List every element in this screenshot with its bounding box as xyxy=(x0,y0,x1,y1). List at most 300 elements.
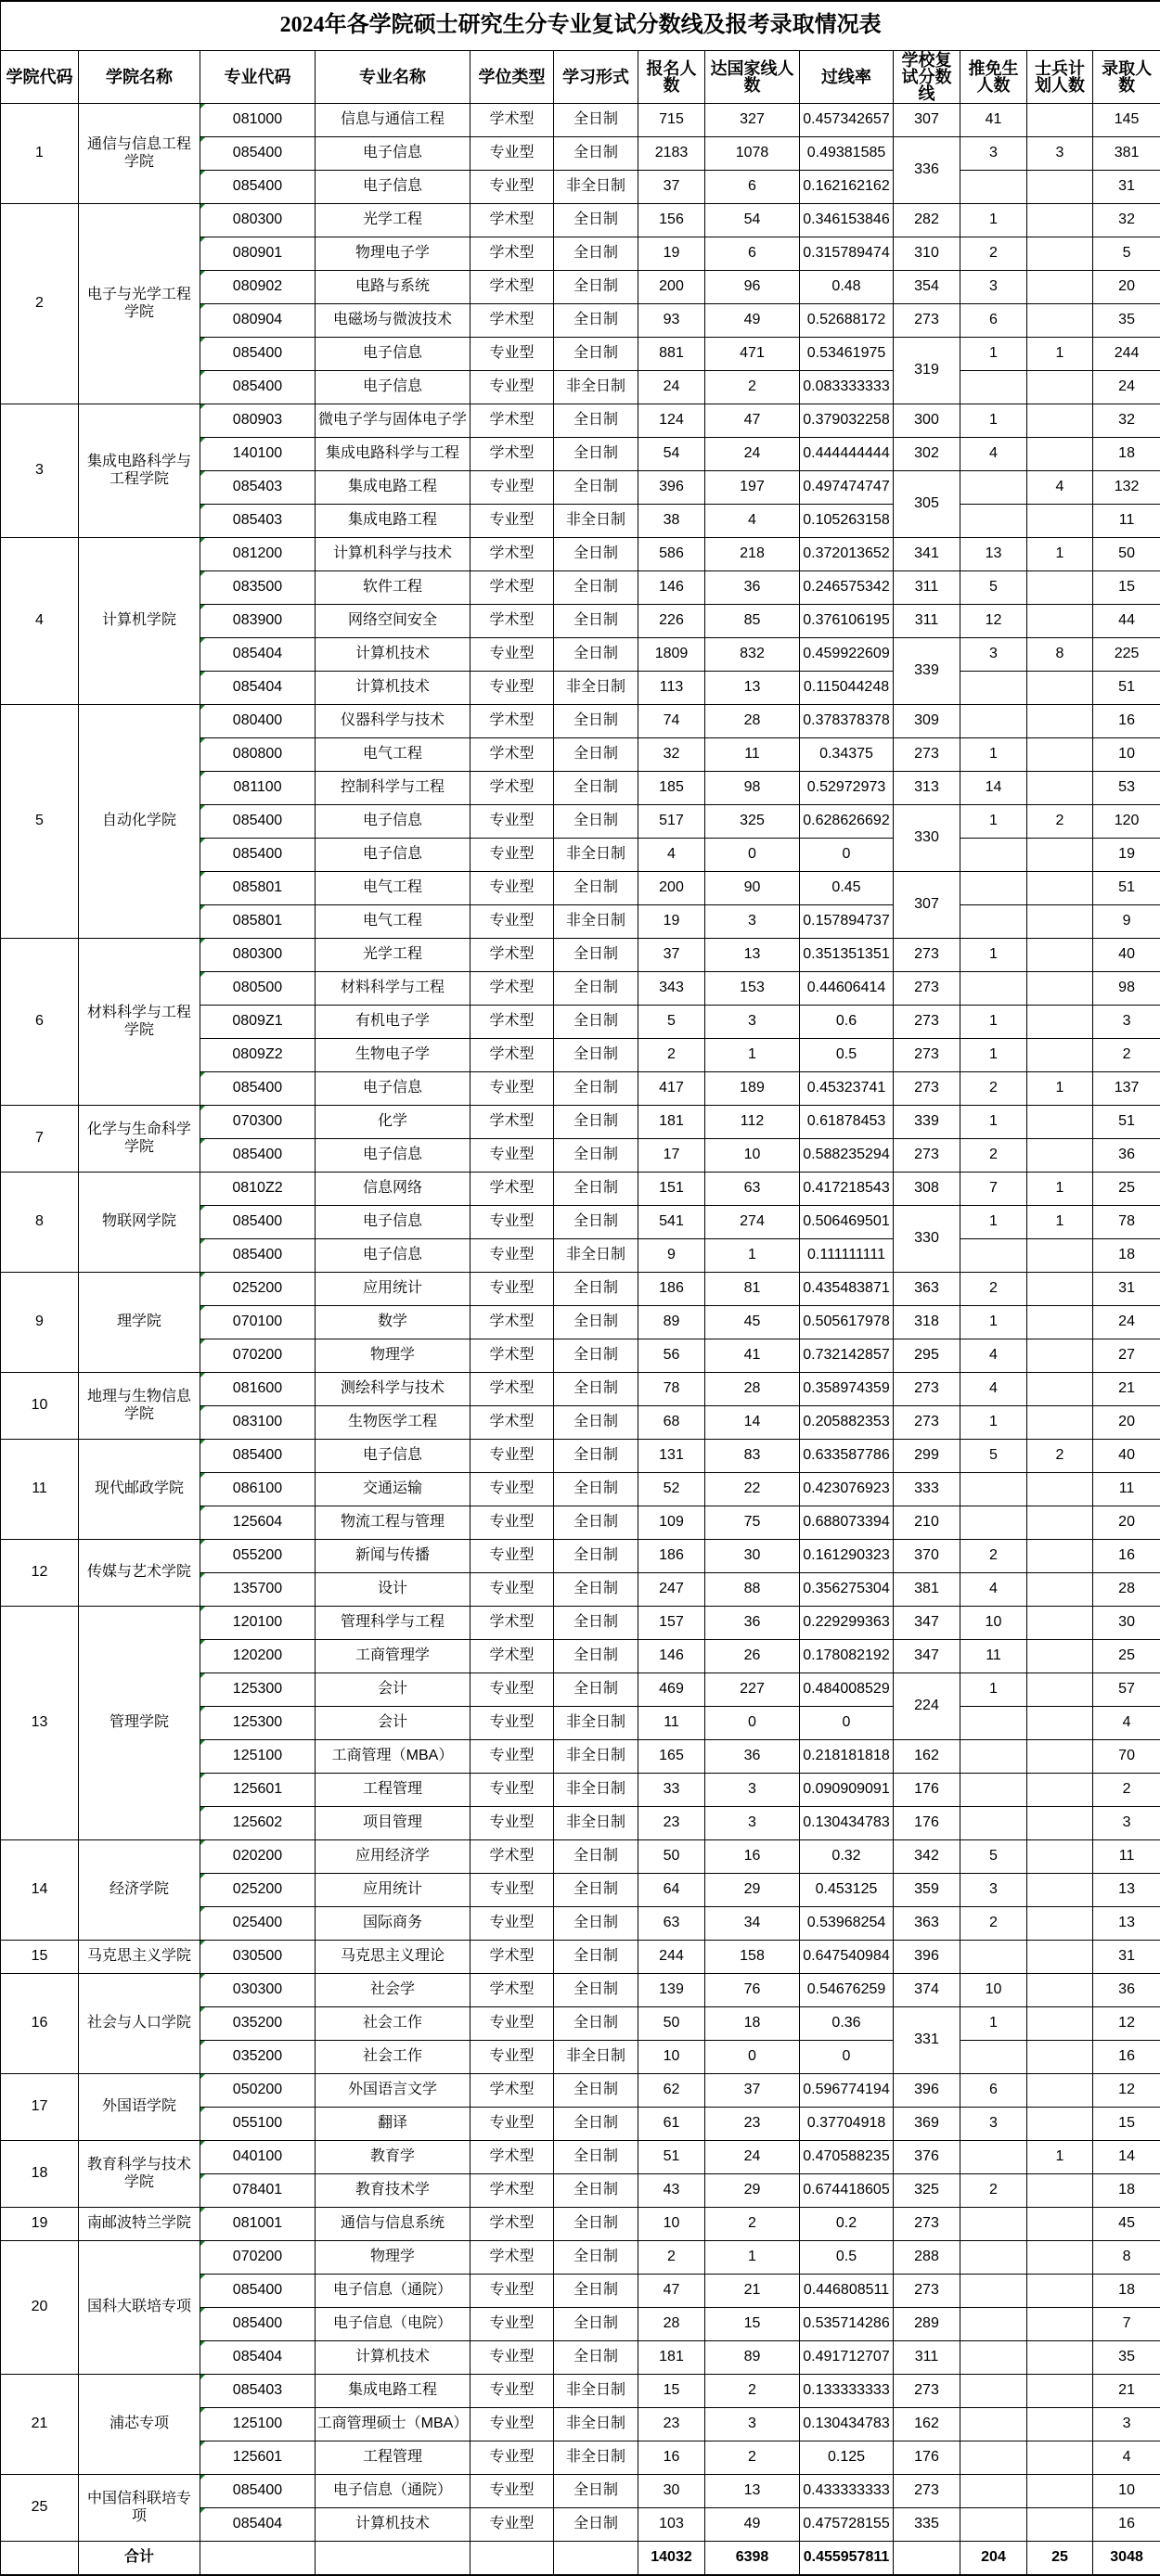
passed-national-line: 227 xyxy=(705,1673,800,1707)
exempt-count: 1 xyxy=(960,1406,1027,1440)
study-mode: 非全日制 xyxy=(554,1807,638,1840)
soldier-plan xyxy=(1027,772,1093,805)
study-mode: 全日制 xyxy=(554,2341,638,2375)
admitted: 10 xyxy=(1093,738,1160,772)
college-code: 7 xyxy=(1,1106,79,1173)
admitted: 31 xyxy=(1093,171,1160,204)
soldier-plan xyxy=(1027,404,1093,438)
soldier-plan xyxy=(1027,1406,1093,1440)
school-cutoff: 347 xyxy=(894,1640,960,1673)
passed-national-line: 15 xyxy=(705,2308,800,2341)
study-mode: 全日制 xyxy=(554,1673,638,1707)
admitted: 16 xyxy=(1093,2508,1160,2542)
admitted: 5 xyxy=(1093,237,1160,271)
passed-national-line: 49 xyxy=(705,2508,800,2542)
admitted: 32 xyxy=(1093,404,1160,438)
header-major-code: 专业代码 xyxy=(200,51,316,104)
major-name: 电子信息 xyxy=(316,1206,470,1239)
exempt-count: 3 xyxy=(960,137,1027,171)
study-mode: 全日制 xyxy=(554,2141,638,2174)
pass-rate: 0.2 xyxy=(800,2208,894,2241)
passed-national-line: 3 xyxy=(705,2408,800,2441)
study-mode: 全日制 xyxy=(554,2475,638,2508)
major-name: 项目管理 xyxy=(316,1807,470,1840)
study-mode: 全日制 xyxy=(554,2208,638,2241)
study-mode: 全日制 xyxy=(554,1941,638,1974)
major-code: 085404 xyxy=(200,2341,316,2375)
passed-national-line: 3 xyxy=(705,1807,800,1840)
exempt-count: 4 xyxy=(960,1339,1027,1373)
major-code: 125100 xyxy=(200,1740,316,1774)
admitted: 13 xyxy=(1093,1874,1160,1907)
soldier-plan xyxy=(1027,2241,1093,2275)
college-name: 地理与生物信息学院 xyxy=(79,1373,200,1440)
applicants: 103 xyxy=(638,2508,705,2542)
major-code: 0809Z2 xyxy=(200,1039,316,1072)
major-name: 控制科学与工程 xyxy=(316,772,470,805)
exempt-count xyxy=(960,2275,1027,2308)
college-name: 中国信科联培专项 xyxy=(79,2475,200,2542)
admitted: 51 xyxy=(1093,872,1160,905)
pass-rate: 0.505617978 xyxy=(800,1306,894,1339)
degree-type: 专业型 xyxy=(470,1072,554,1106)
study-mode: 全日制 xyxy=(554,1206,638,1239)
major-code: 078401 xyxy=(200,2174,316,2208)
applicants: 54 xyxy=(638,438,705,471)
passed-national-line: 189 xyxy=(705,1072,800,1106)
passed-national-line: 49 xyxy=(705,304,800,338)
table-title: 2024年各学院硕士研究生分专业复试分数线及报考录取情况表 xyxy=(1,1,1160,51)
study-mode: 全日制 xyxy=(554,438,638,471)
major-name: 国际商务 xyxy=(316,1907,470,1941)
admitted: 57 xyxy=(1093,1673,1160,1707)
passed-national-line: 24 xyxy=(705,438,800,471)
study-mode: 全日制 xyxy=(554,1473,638,1506)
college-name: 社会与人口学院 xyxy=(79,1974,200,2074)
degree-type: 专业型 xyxy=(470,1573,554,1607)
passed-national-line: 0 xyxy=(705,2041,800,2074)
major-code: 080800 xyxy=(200,738,316,772)
study-mode: 全日制 xyxy=(554,605,638,638)
pass-rate: 0.083333333 xyxy=(800,371,894,404)
college-name: 浦芯专项 xyxy=(79,2375,200,2475)
exempt-count: 3 xyxy=(960,2108,1027,2141)
applicants: 37 xyxy=(638,171,705,204)
major-code: 070200 xyxy=(200,1339,316,1373)
soldier-plan xyxy=(1027,1106,1093,1139)
college-code: 3 xyxy=(1,404,79,538)
major-code: 085400 xyxy=(200,171,316,204)
applicants: 5 xyxy=(638,1006,705,1039)
applicants: 715 xyxy=(638,104,705,137)
study-mode: 全日制 xyxy=(554,638,638,672)
pass-rate: 0 xyxy=(800,1707,894,1740)
admitted: 225 xyxy=(1093,638,1160,672)
header-row xyxy=(1,51,1160,104)
major-name: 电子信息（通院） xyxy=(316,2275,470,2308)
exempt-count xyxy=(960,1740,1027,1774)
major-code: 081600 xyxy=(200,1373,316,1406)
study-mode: 非全日制 xyxy=(554,2441,638,2475)
admitted: 31 xyxy=(1093,1941,1160,1974)
pass-rate: 0.6 xyxy=(800,1006,894,1039)
degree-type: 专业型 xyxy=(470,1740,554,1774)
study-mode: 全日制 xyxy=(554,104,638,137)
study-mode: 全日制 xyxy=(554,137,638,171)
passed-national-line: 327 xyxy=(705,104,800,137)
exempt-count xyxy=(960,872,1027,905)
major-name: 集成电路工程 xyxy=(316,2375,470,2408)
degree-type: 专业型 xyxy=(470,338,554,371)
exempt-count: 1 xyxy=(960,1106,1027,1139)
college-name: 材料科学与工程学院 xyxy=(79,939,200,1106)
exempt-count xyxy=(960,2408,1027,2441)
major-name: 电子信息 xyxy=(316,1139,470,1173)
passed-national-line: 22 xyxy=(705,1473,800,1506)
passed-national-line: 112 xyxy=(705,1106,800,1139)
major-name: 物理电子学 xyxy=(316,237,470,271)
exempt-count: 1 xyxy=(960,338,1027,371)
study-mode: 全日制 xyxy=(554,1173,638,1206)
college-name: 集成电路科学与工程学院 xyxy=(79,404,200,538)
passed-national-line: 23 xyxy=(705,2108,800,2141)
applicants: 156 xyxy=(638,204,705,237)
soldier-plan: 3 xyxy=(1027,137,1093,171)
table-row xyxy=(1,2208,1160,2241)
header-admitted: 录取人数 xyxy=(1093,51,1160,104)
major-code: 081200 xyxy=(200,538,316,571)
major-name: 电路与系统 xyxy=(316,271,470,304)
pass-rate: 0.506469501 xyxy=(800,1206,894,1239)
study-mode: 非全日制 xyxy=(554,905,638,939)
college-name: 马克思主义学院 xyxy=(79,1941,200,1974)
applicants: 165 xyxy=(638,1740,705,1774)
soldier-plan xyxy=(1027,1640,1093,1673)
school-cutoff: 289 xyxy=(894,2308,960,2341)
study-mode: 全日制 xyxy=(554,2108,638,2141)
exempt-count xyxy=(960,2441,1027,2475)
major-name: 计算机技术 xyxy=(316,2508,470,2542)
passed-national-line: 13 xyxy=(705,939,800,972)
soldier-plan: 1 xyxy=(1027,1072,1093,1106)
exempt-count xyxy=(960,1506,1027,1540)
major-name: 设计 xyxy=(316,1573,470,1607)
school-cutoff: 359 xyxy=(894,1874,960,1907)
pass-rate: 0.457342657 xyxy=(800,104,894,137)
major-code: 083500 xyxy=(200,571,316,605)
exempt-count: 1 xyxy=(960,1039,1027,1072)
soldier-plan xyxy=(1027,1373,1093,1406)
major-name: 软件工程 xyxy=(316,571,470,605)
soldier-plan: 8 xyxy=(1027,638,1093,672)
pass-rate: 0.491712707 xyxy=(800,2341,894,2375)
soldier-plan xyxy=(1027,2508,1093,2542)
admitted: 44 xyxy=(1093,605,1160,638)
passed-national-line: 36 xyxy=(705,1740,800,1774)
major-code: 085400 xyxy=(200,805,316,839)
school-cutoff: 273 xyxy=(894,304,960,338)
admitted: 98 xyxy=(1093,972,1160,1006)
applicants: 186 xyxy=(638,1273,705,1306)
major-name: 社会学 xyxy=(316,1974,470,2007)
school-cutoff: 176 xyxy=(894,2441,960,2475)
degree-type: 专业型 xyxy=(470,137,554,171)
passed-national-line: 26 xyxy=(705,1640,800,1673)
applicants: 74 xyxy=(638,705,705,738)
major-code: 085400 xyxy=(200,137,316,171)
college-name: 计算机学院 xyxy=(79,538,200,705)
admitted: 25 xyxy=(1093,1173,1160,1206)
college-code: 25 xyxy=(1,2475,79,2542)
study-mode: 非全日制 xyxy=(554,1239,638,1273)
applicants: 186 xyxy=(638,1540,705,1573)
soldier-plan xyxy=(1027,304,1093,338)
admitted: 244 xyxy=(1093,338,1160,371)
total-blank-degree-type xyxy=(470,2542,554,2575)
admitted: 13 xyxy=(1093,1907,1160,1941)
college-code: 17 xyxy=(1,2074,79,2141)
soldier-plan: 1 xyxy=(1027,338,1093,371)
passed-national-line: 10 xyxy=(705,1139,800,1173)
applicants: 10 xyxy=(638,2041,705,2074)
degree-type: 专业型 xyxy=(470,1540,554,1573)
school-cutoff: 339 xyxy=(894,1106,960,1139)
table-row xyxy=(1,1941,1160,1974)
pass-rate: 0.497474747 xyxy=(800,471,894,505)
major-name: 集成电路科学与工程 xyxy=(316,438,470,471)
college-code: 6 xyxy=(1,939,79,1106)
study-mode: 全日制 xyxy=(554,1006,638,1039)
school-cutoff: 396 xyxy=(894,1941,960,1974)
applicants: 124 xyxy=(638,404,705,438)
pass-rate: 0.435483871 xyxy=(800,1273,894,1306)
study-mode: 非全日制 xyxy=(554,371,638,404)
school-cutoff: 336 xyxy=(894,137,960,204)
passed-national-line: 16 xyxy=(705,1840,800,1874)
college-code: 18 xyxy=(1,2141,79,2208)
pass-rate: 0.229299363 xyxy=(800,1607,894,1640)
applicants: 200 xyxy=(638,271,705,304)
study-mode: 全日制 xyxy=(554,1273,638,1306)
admitted: 11 xyxy=(1093,505,1160,538)
major-code: 125604 xyxy=(200,1506,316,1540)
passed-national-line: 471 xyxy=(705,338,800,371)
school-cutoff: 162 xyxy=(894,2408,960,2441)
school-cutoff: 273 xyxy=(894,1072,960,1106)
college-code: 19 xyxy=(1,2208,79,2241)
soldier-plan: 2 xyxy=(1027,1440,1093,1473)
study-mode: 全日制 xyxy=(554,1440,638,1473)
major-name: 电气工程 xyxy=(316,905,470,939)
major-name: 化学 xyxy=(316,1106,470,1139)
study-mode: 非全日制 xyxy=(554,1707,638,1740)
total-blank-cutoff xyxy=(894,2542,960,2575)
school-cutoff: 341 xyxy=(894,538,960,571)
header-study-mode: 学习形式 xyxy=(554,51,638,104)
study-mode: 全日制 xyxy=(554,2275,638,2308)
admitted: 24 xyxy=(1093,371,1160,404)
passed-national-line: 3 xyxy=(705,1774,800,1807)
pass-rate: 0.111111111 xyxy=(800,1239,894,1273)
degree-type: 专业型 xyxy=(470,805,554,839)
pass-rate: 0.346153846 xyxy=(800,204,894,237)
major-name: 电磁场与微波技术 xyxy=(316,304,470,338)
exempt-count: 6 xyxy=(960,2074,1027,2108)
major-code: 025200 xyxy=(200,1273,316,1306)
degree-type: 专业型 xyxy=(470,1907,554,1941)
study-mode: 全日制 xyxy=(554,972,638,1006)
degree-type: 学术型 xyxy=(470,1607,554,1640)
study-mode: 全日制 xyxy=(554,1139,638,1173)
college-code: 15 xyxy=(1,1941,79,1974)
pass-rate: 0.376106195 xyxy=(800,605,894,638)
table-row xyxy=(1,705,1160,738)
pass-rate: 0.178082192 xyxy=(800,1640,894,1673)
applicants: 47 xyxy=(638,2275,705,2308)
soldier-plan xyxy=(1027,1974,1093,2007)
applicants: 62 xyxy=(638,2074,705,2108)
passed-national-line: 28 xyxy=(705,705,800,738)
pass-rate: 0.5 xyxy=(800,1039,894,1072)
major-code: 125100 xyxy=(200,2408,316,2441)
major-name: 集成电路工程 xyxy=(316,471,470,505)
school-cutoff: 335 xyxy=(894,2508,960,2542)
exempt-count xyxy=(960,1239,1027,1273)
header-major-name: 专业名称 xyxy=(316,51,470,104)
pass-rate: 0.53968254 xyxy=(800,1907,894,1941)
exempt-count: 1 xyxy=(960,1206,1027,1239)
exempt-count xyxy=(960,2041,1027,2074)
major-name: 会计 xyxy=(316,1673,470,1707)
college-name: 传媒与艺术学院 xyxy=(79,1540,200,1607)
header-applicants: 报名人数 xyxy=(638,51,705,104)
admitted: 16 xyxy=(1093,1540,1160,1573)
degree-type: 学术型 xyxy=(470,1640,554,1673)
study-mode: 非全日制 xyxy=(554,1774,638,1807)
degree-type: 专业型 xyxy=(470,1273,554,1306)
applicants: 33 xyxy=(638,1774,705,1807)
degree-type: 专业型 xyxy=(470,2375,554,2408)
exempt-count: 2 xyxy=(960,1273,1027,1306)
admitted: 20 xyxy=(1093,271,1160,304)
exempt-count xyxy=(960,972,1027,1006)
soldier-plan xyxy=(1027,1874,1093,1907)
study-mode: 全日制 xyxy=(554,1573,638,1607)
soldier-plan xyxy=(1027,2475,1093,2508)
applicants: 181 xyxy=(638,1106,705,1139)
college-code: 1 xyxy=(1,104,79,204)
college-name: 南邮波特兰学院 xyxy=(79,2208,200,2241)
pass-rate: 0.444444444 xyxy=(800,438,894,471)
school-cutoff: 273 xyxy=(894,2275,960,2308)
passed-national-line: 274 xyxy=(705,1206,800,1239)
college-name: 自动化学院 xyxy=(79,705,200,939)
exempt-count: 1 xyxy=(960,204,1027,237)
admitted: 21 xyxy=(1093,2375,1160,2408)
college-code: 16 xyxy=(1,1974,79,2074)
study-mode: 全日制 xyxy=(554,304,638,338)
passed-national-line: 13 xyxy=(705,672,800,705)
degree-type: 学术型 xyxy=(470,104,554,137)
degree-type: 专业型 xyxy=(470,2041,554,2074)
study-mode: 全日制 xyxy=(554,2508,638,2542)
college-name: 管理学院 xyxy=(79,1607,200,1840)
passed-national-line: 14 xyxy=(705,1406,800,1440)
passed-national-line: 1 xyxy=(705,1239,800,1273)
admitted: 4 xyxy=(1093,1707,1160,1740)
admitted: 78 xyxy=(1093,1206,1160,1239)
soldier-plan xyxy=(1027,438,1093,471)
applicants: 244 xyxy=(638,1941,705,1974)
degree-type: 学术型 xyxy=(470,1106,554,1139)
passed-national-line: 153 xyxy=(705,972,800,1006)
soldier-plan xyxy=(1027,237,1093,271)
exempt-count xyxy=(960,2508,1027,2542)
major-code: 085400 xyxy=(200,1206,316,1239)
study-mode: 全日制 xyxy=(554,237,638,271)
degree-type: 学术型 xyxy=(470,1941,554,1974)
exempt-count xyxy=(960,171,1027,204)
passed-national-line: 36 xyxy=(705,571,800,605)
pass-rate: 0.45 xyxy=(800,872,894,905)
school-cutoff: 273 xyxy=(894,1039,960,1072)
study-mode: 全日制 xyxy=(554,2074,638,2108)
degree-type: 学术型 xyxy=(470,1840,554,1874)
study-mode: 全日制 xyxy=(554,738,638,772)
degree-type: 学术型 xyxy=(470,605,554,638)
degree-type: 学术型 xyxy=(470,271,554,304)
pass-rate: 0.157894737 xyxy=(800,905,894,939)
soldier-plan xyxy=(1027,171,1093,204)
exempt-count xyxy=(960,371,1027,404)
pass-rate: 0.090909091 xyxy=(800,1774,894,1807)
degree-type: 专业型 xyxy=(470,171,554,204)
applicants: 4 xyxy=(638,839,705,872)
soldier-plan: 1 xyxy=(1027,2141,1093,2174)
college-name: 经济学院 xyxy=(79,1840,200,1941)
exempt-count xyxy=(960,905,1027,939)
school-cutoff: 311 xyxy=(894,571,960,605)
header-passed-national-line: 达国家线人数 xyxy=(705,51,800,104)
major-code: 025400 xyxy=(200,1907,316,1941)
pass-rate: 0.475728155 xyxy=(800,2508,894,2542)
major-name: 计算机科学与技术 xyxy=(316,538,470,571)
major-code: 140100 xyxy=(200,438,316,471)
pass-rate: 0.105263158 xyxy=(800,505,894,538)
pass-rate: 0.48 xyxy=(800,271,894,304)
soldier-plan xyxy=(1027,1473,1093,1506)
school-cutoff: 273 xyxy=(894,972,960,1006)
applicants: 52 xyxy=(638,1473,705,1506)
soldier-plan xyxy=(1027,2408,1093,2441)
study-mode: 非全日制 xyxy=(554,171,638,204)
table-row xyxy=(1,2241,1160,2275)
major-name: 工程管理 xyxy=(316,2441,470,2475)
passed-national-line: 76 xyxy=(705,1974,800,2007)
major-name: 材料科学与工程 xyxy=(316,972,470,1006)
pass-rate: 0.674418605 xyxy=(800,2174,894,2208)
exempt-count: 6 xyxy=(960,304,1027,338)
exempt-count: 13 xyxy=(960,538,1027,571)
degree-type: 学术型 xyxy=(470,2074,554,2108)
admitted: 36 xyxy=(1093,1974,1160,2007)
degree-type: 专业型 xyxy=(470,371,554,404)
applicants: 9 xyxy=(638,1239,705,1273)
admitted: 18 xyxy=(1093,2174,1160,2208)
soldier-plan xyxy=(1027,1740,1093,1774)
degree-type: 学术型 xyxy=(470,2141,554,2174)
table-row xyxy=(1,1440,1160,1473)
